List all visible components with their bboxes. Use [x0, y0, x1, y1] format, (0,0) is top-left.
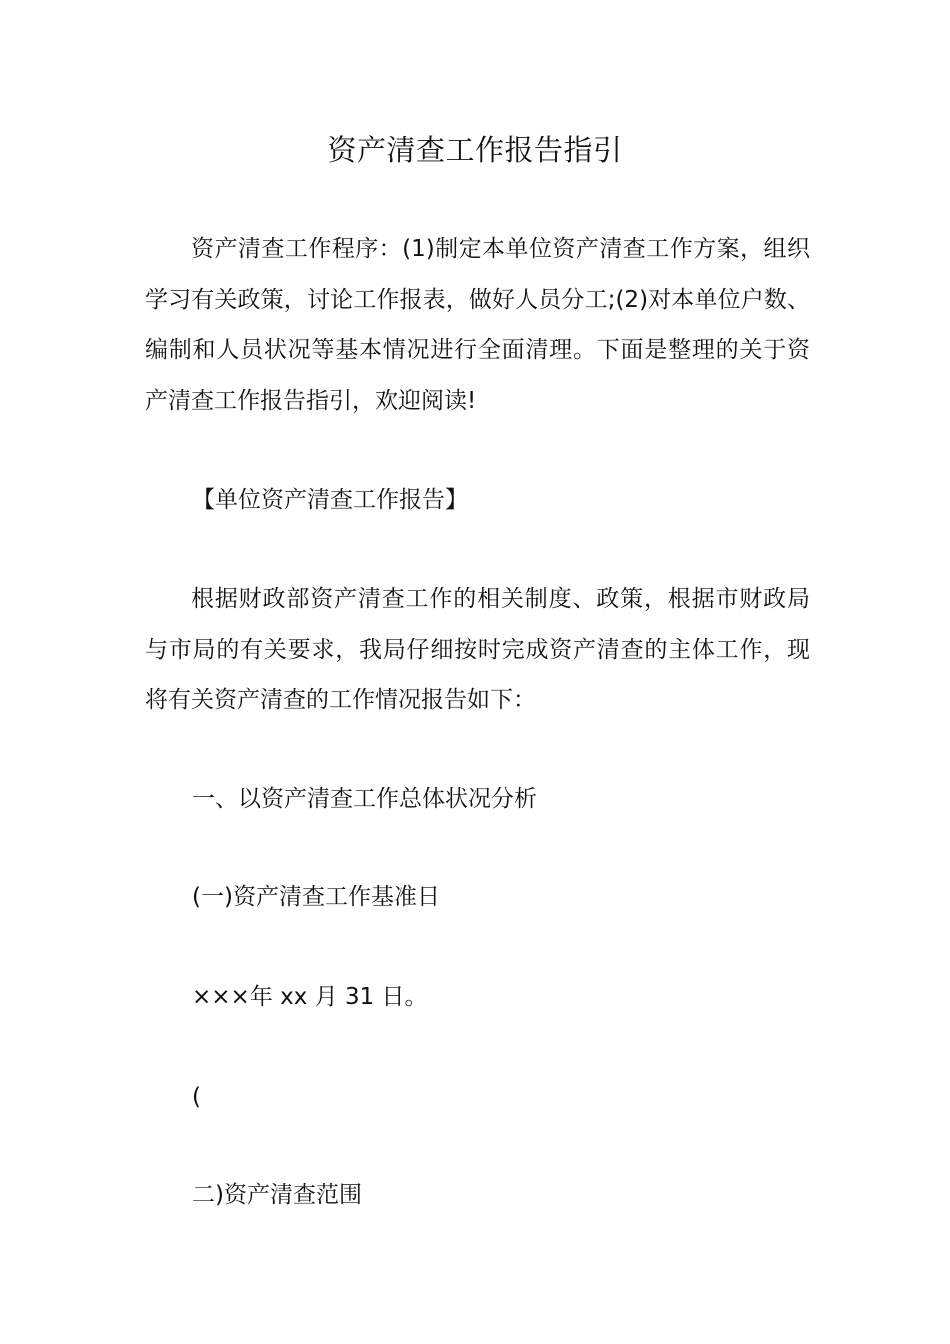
date-line: ×××年 xx 月 31 日。 [192, 984, 428, 1010]
document-title: 资产清查工作报告指引 [327, 133, 623, 167]
subheading-2: 二)资产清查范围 [192, 1182, 362, 1208]
subheading-1: (一)资产清查工作基准日 [192, 884, 440, 910]
intro-paragraph: 资产清查工作程序：(1)制定本单位资产清查工作方案，组织学习有关政策，讨论工作报表，做好人员分工;(2)对本单位户数、编制和人员状况等基本情况进行全面清理。下面是整理的关于资产清查工作报告指引，欢迎阅读! [145, 236, 810, 414]
section-heading: 【单位资产清查工作报告】 [192, 487, 468, 513]
paren-line: ( [192, 1084, 201, 1110]
heading-1: 一、以资产清查工作总体状况分析 [192, 786, 537, 812]
body-paragraph: 根据财政部资产清查工作的相关制度、政策，根据市财政局与市局的有关要求，我局仔细按时完成资产清查的主体工作，现将有关资产清查的工作情况报告如下： [145, 586, 810, 713]
